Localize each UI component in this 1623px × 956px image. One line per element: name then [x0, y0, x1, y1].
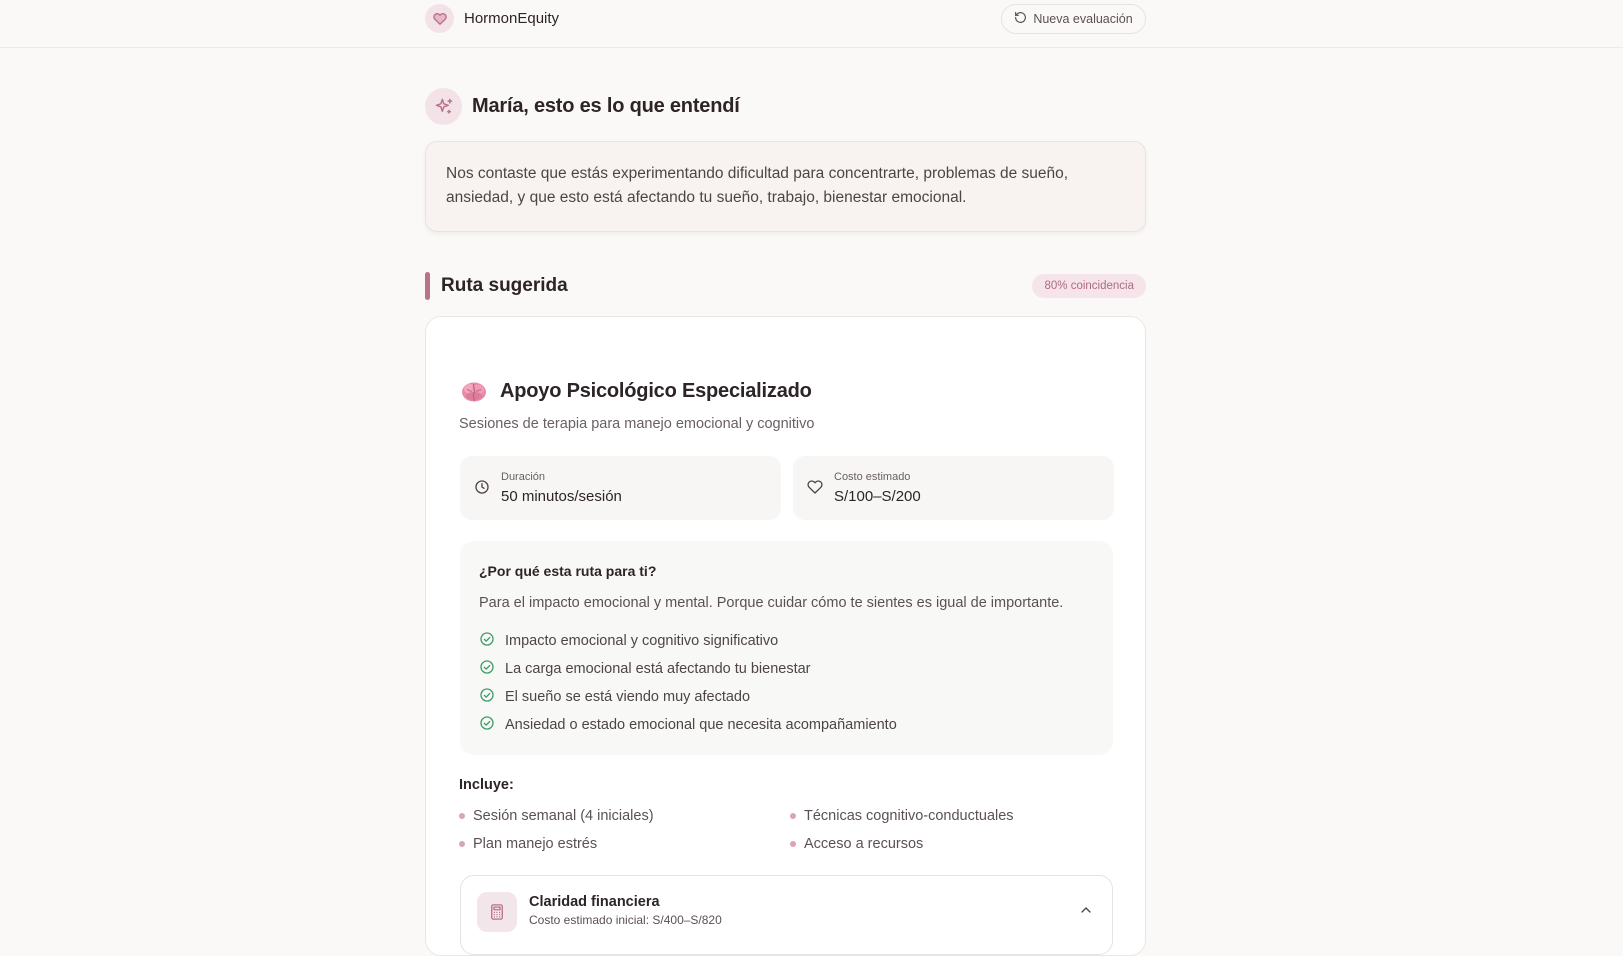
includes-title: Incluye:: [459, 777, 514, 793]
financial-title: Claridad financiera: [529, 894, 660, 910]
service-card: [425, 316, 1146, 956]
accent-bar: [425, 272, 430, 300]
include-text: Plan manejo estrés: [473, 836, 598, 852]
list-item: [479, 683, 897, 711]
check-circle-icon: [479, 659, 495, 679]
chevron-up-icon[interactable]: [1078, 902, 1094, 923]
financial-clarity-accordion[interactable]: [460, 875, 1113, 955]
refresh-icon: [1014, 11, 1027, 27]
include-text: Acceso a recursos: [804, 836, 924, 852]
heart-outline-icon: [807, 479, 823, 500]
list-item: [479, 627, 897, 655]
duration-label: Duración: [501, 471, 546, 483]
summary-card: Nos contaste que estás experimentando dificultad para concentrarte, problemas de sueño, ansiedad, y que esto está afectando tu sueño, trabajo, bienestar emocional.: [425, 141, 1146, 232]
include-text: Técnicas cognitivo-conductuales: [804, 808, 1014, 824]
list-item: [479, 655, 897, 683]
duration-value: 50 minutos/sesión: [501, 488, 622, 505]
brand-name: HormonEquity: [464, 10, 560, 27]
reason-text: El sueño se está viendo muy afectado: [505, 689, 751, 705]
reason-text: Ansiedad o estado emocional que necesita acompañamiento: [505, 717, 897, 733]
bullet-dot: [790, 841, 796, 847]
cost-value: S/100–S/200: [834, 488, 921, 505]
include-item: [790, 808, 1014, 824]
bullet-dot: [459, 813, 465, 819]
service-subtitle: Sesiones de terapia para manejo emocional y cognitivo: [459, 416, 815, 432]
clock-icon: [474, 479, 490, 500]
calculator-icon: [477, 892, 517, 932]
greeting: [425, 88, 740, 125]
check-circle-icon: [479, 715, 495, 735]
why-box: [460, 541, 1113, 755]
sparkles-icon: [425, 88, 462, 125]
cost-label: Costo estimado: [834, 471, 911, 483]
top-bar: [0, 0, 1623, 48]
page-title: María, esto es lo que entendí: [472, 95, 740, 117]
reason-text: La carga emocional está afectando tu bienestar: [505, 661, 811, 677]
include-item: [790, 836, 923, 852]
bullet-dot: [459, 841, 465, 847]
why-title: ¿Por qué esta ruta para ti?: [479, 563, 657, 579]
new-evaluation-button[interactable]: [1001, 4, 1146, 34]
include-item: [459, 808, 654, 824]
new-evaluation-label: Nueva evaluación: [1033, 12, 1133, 26]
brain-icon: [460, 377, 488, 405]
route-title: Ruta sugerida: [441, 275, 568, 296]
service-header: [460, 377, 812, 405]
heart-icon: [425, 4, 454, 33]
check-circle-icon: [479, 687, 495, 707]
include-item: [459, 836, 597, 852]
bullet-dot: [790, 813, 796, 819]
why-text: Para el impacto emocional y mental. Porque cuidar cómo te sientes es igual de importante.: [479, 595, 1064, 611]
route-header: [425, 272, 1146, 300]
service-title: Apoyo Psicológico Especializado: [500, 379, 812, 402]
brand[interactable]: [425, 4, 559, 33]
list-item: [479, 711, 897, 739]
cost-box: [793, 456, 1114, 520]
match-badge: 80% coincidencia: [1032, 274, 1146, 298]
reasons-list: [479, 627, 897, 739]
check-circle-icon: [479, 631, 495, 651]
reason-text: Impacto emocional y cognitivo significativo: [505, 633, 779, 649]
include-text: Sesión semanal (4 iniciales): [473, 808, 654, 824]
duration-box: [460, 456, 781, 520]
financial-subtitle: Costo estimado inicial: S/400–S/820: [529, 913, 722, 927]
